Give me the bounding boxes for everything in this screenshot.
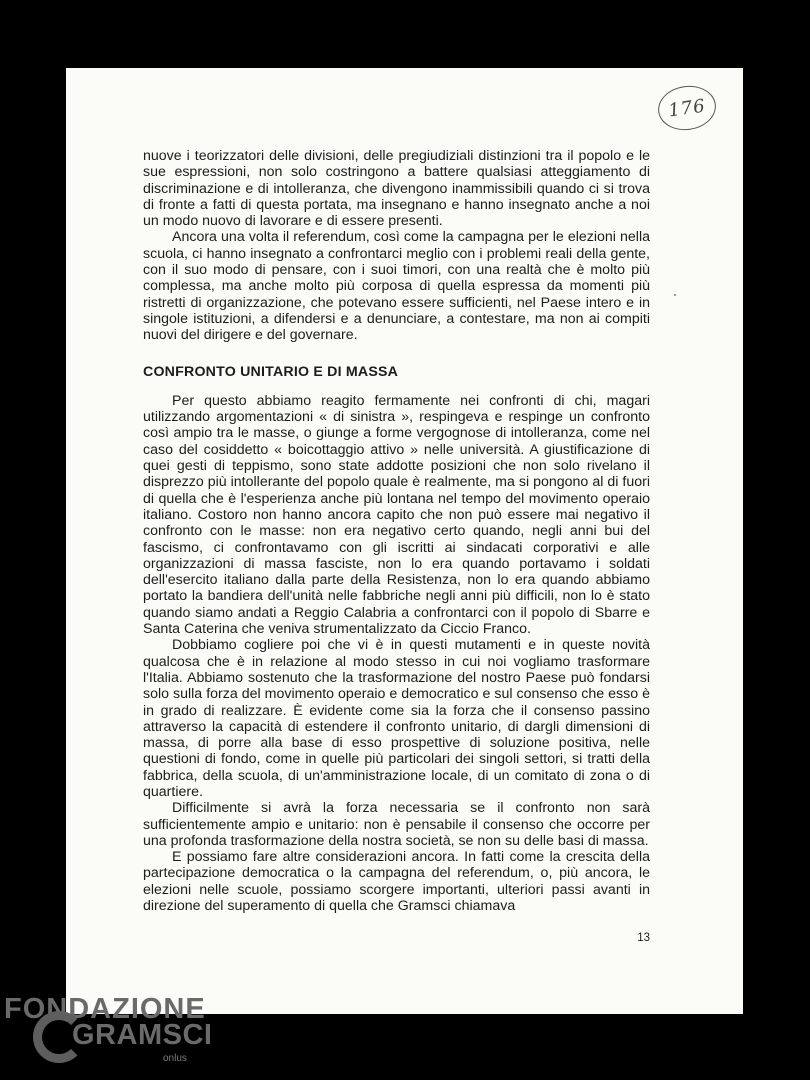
watermark-logo (0, 985, 230, 1080)
paragraph-6: E possiamo fare altre considerazioni ancora. In fatti come la crescita della partecipazione democratica o la campagna del referendum, o, più ancora, le elezioni nelle scuole, possiamo scorgere importanti, ulteriori passi avanti in direzione del superamento di quella che Gramsci chiamava (143, 849, 650, 915)
paragraph-3: Per questo abbiamo reagito fermamente nei confronti di chi, magari utilizzando argomentazioni « di sinistra », respingeva e respinge un confronto così ampio tra le masse, o giunge a forme vergognose di intolleranza, come nel caso del cosiddetto « boicottaggio attivo » nelle università. A giustificazione di quei gesti di teppismo, sono state addotte posizioni che non solo rivelano il disprezzo più intollerante del popolo quale è realmente, ma si pongono al di fuori di quella che è l'esperienza anche più lontana nel tempo del movimento operaio italiano. Costoro non hanno ancora capito che non può essere mai negativo il confronto con le masse: non era negativo certo quando, negli anni bui del fascismo, ci confrontavamo con gli iscritti ai sindacati corporativi e alle organizzazioni di massa fasciste, non lo era quando portavamo i soldati dell'esercito italiano dalla parte della Resistenza, non lo era quando abbiamo portato la bandiera dell'unità nelle fabbriche negli anni più difficili, non lo è stato quando siamo andati a Reggio Calabria a confrontarci con il popolo di Sbarre e Santa Caterina che veniva strumentalizzato da Ciccio Franco. (143, 392, 650, 638)
watermark-line1: FONDAZIONE (4, 993, 206, 1025)
document-page (66, 68, 743, 1014)
watermark-line2: GRAMSCI (72, 1019, 213, 1051)
paragraph-2: Ancora una volta il referendum, così come la campagna per le elezioni nella scuola, ci hanno insegnato a confrontarci meglio con i problemi reali della gente, con il suo modo di pensare, con i suoi timori, con una realtà che è molto più complessa, ma anche molto più corposa di quella espressa da momenti più ristretti di organizzazione, che potevano essere sufficienti, nel Paese intero e in singole istituzioni, a difendersi e a denunciare, a contestare, ma non ai compiti nuovi del dirigere e del governare. (143, 229, 650, 344)
archive-stamp: 176 (655, 82, 719, 134)
paragraph-1: nuove i teorizzatori delle divisioni, delle pregiudiziali distinzioni tra il popolo e le sue espressioni, non solo costringono a battere qualsiasi atteggiamento di discriminazione e di intolleranza, che divengono inammissibili quando ci si trova di fronte a fatti di questa portata, ma insegnano e hanno insegnato anche a noi un modo nuovo di lavorare e di essere presenti. (143, 148, 650, 230)
watermark-line3: onlus (163, 1053, 187, 1064)
scan-speck (674, 294, 676, 296)
page-number: 13 (637, 932, 650, 944)
paragraph-5: Difficilmente si avrà la forza necessaria se il confronto non sarà sufficientemente ampio e unitario: non è pensabile il consenso che occorre per una profonda trasformazione della nostra società, se non su delle basi di massa. (143, 800, 650, 849)
paragraph-4: Dobbiamo cogliere poi che vi è in questi mutamenti e in queste novità qualcosa che è in relazione al modo stesso in cui noi vogliamo trasformare l'Italia. Abbiamo sostenuto che la trasformazione del nostro Paese può fondarsi solo sulla forza del movimento operaio e democratico e sul consenso che esso è in grado di realizzare. È evidente come sia la forza che il consenso passino attraverso la capacità di estendere il confronto unitario, di dargli dimensioni di massa, di porre alla base di esso prospettive di soluzione positiva, nelle questioni di fondo, come in quelle più particolari dei singoli settori, si tratti della fabbrica, della scuola, di un'amministrazione locale, di un comitato di zona o di quartiere. (143, 637, 650, 800)
section-heading: CONFRONTO UNITARIO E DI MASSA (143, 363, 399, 380)
body-text (143, 148, 650, 914)
